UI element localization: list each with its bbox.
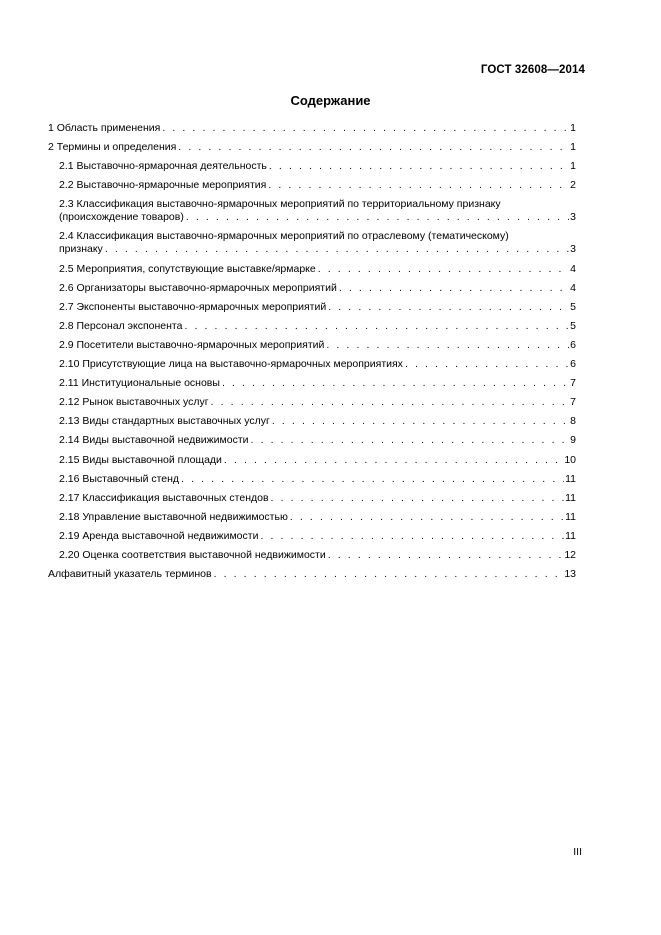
toc-entry-title: 2.20 Оценка соответствия выставочной недвижимости bbox=[59, 548, 326, 561]
toc-entry[interactable] bbox=[48, 511, 576, 524]
toc-entry-title: 2.1 Выставочно-ярмарочная деятельность bbox=[59, 160, 267, 173]
toc-dot-leader bbox=[269, 160, 569, 173]
toc-entry-title: 2.18 Управление выставочной недвижимостью bbox=[59, 510, 288, 523]
toc-entry[interactable] bbox=[48, 339, 576, 352]
toc-dot-leader bbox=[271, 492, 565, 505]
toc-entry-page: 11 bbox=[565, 529, 576, 542]
toc-dot-leader bbox=[328, 301, 569, 314]
toc-entry-title: 2.19 Аренда выставочной недвижимости bbox=[59, 529, 259, 542]
toc-entry-title: 2.9 Посетители выставочно-ярмарочных мероприятий bbox=[59, 338, 325, 351]
toc-entry-title: 2.12 Рынок выставочных услуг bbox=[59, 396, 209, 409]
toc-dot-leader bbox=[186, 211, 569, 224]
toc-dot-leader bbox=[178, 141, 569, 154]
toc-dot-leader bbox=[405, 358, 569, 371]
toc-entry-title: Алфавитный указатель терминов bbox=[48, 568, 212, 581]
toc-entry[interactable] bbox=[48, 301, 576, 314]
toc-dot-leader bbox=[214, 568, 564, 581]
toc-entry[interactable] bbox=[48, 473, 576, 486]
toc-dot-leader bbox=[318, 263, 569, 276]
toc-entry-page: 6 bbox=[570, 338, 576, 351]
toc-entry-page: 2 bbox=[570, 179, 576, 192]
toc-entry-page: 5 bbox=[570, 300, 576, 313]
toc-entry[interactable] bbox=[48, 454, 576, 467]
toc-dot-leader bbox=[222, 377, 569, 390]
toc-entry[interactable] bbox=[48, 198, 576, 224]
toc-entry-page: 1 bbox=[570, 122, 576, 134]
toc-dot-leader bbox=[339, 282, 569, 295]
toc-entry-title: 1 Область применения bbox=[48, 122, 161, 134]
toc-dot-leader bbox=[326, 339, 569, 352]
toc-entry-title: 2.2 Выставочно-ярмарочные мероприятия bbox=[59, 179, 267, 192]
toc-dot-leader bbox=[272, 415, 569, 428]
toc-entry-title-line1: 2.4 Классификация выставочно-ярмарочных мероприятий по отраслевому (тематическому) bbox=[59, 230, 509, 243]
toc-entry[interactable] bbox=[48, 160, 576, 173]
toc-dot-leader bbox=[268, 179, 569, 192]
toc-entry-page: 7 bbox=[570, 377, 576, 390]
toc-entry[interactable] bbox=[48, 230, 576, 256]
toc-dot-leader bbox=[224, 454, 563, 467]
toc-entry[interactable] bbox=[48, 492, 576, 505]
table-of-contents bbox=[48, 122, 576, 587]
toc-entry-title: 2.10 Присутствующие лица на выставочно-ярмарочных мероприятиях bbox=[59, 358, 403, 371]
toc-entry[interactable] bbox=[48, 179, 576, 192]
toc-title: Содержание bbox=[290, 93, 371, 108]
toc-entry[interactable] bbox=[48, 263, 576, 276]
toc-entry-page: 3 bbox=[570, 243, 576, 256]
toc-entry[interactable] bbox=[48, 282, 576, 295]
toc-entry-title: признаку bbox=[59, 243, 103, 256]
toc-entry-page: 13 bbox=[564, 568, 576, 581]
toc-entry-title: 2 Термины и определения bbox=[48, 141, 177, 154]
toc-entry-title: 2.7 Экспоненты выставочно-ярмарочных мероприятий bbox=[59, 300, 327, 313]
page-number: III bbox=[573, 846, 582, 858]
toc-entry[interactable] bbox=[48, 358, 576, 371]
toc-entry-title: 2.17 Классификация выставочных стендов bbox=[59, 491, 269, 504]
toc-entry-page: 11 bbox=[565, 472, 576, 485]
toc-dot-leader bbox=[328, 549, 564, 562]
toc-entry[interactable] bbox=[48, 568, 576, 581]
toc-dot-leader bbox=[211, 396, 570, 409]
toc-dot-leader bbox=[184, 320, 569, 333]
toc-dot-leader bbox=[290, 511, 564, 524]
toc-entry-page: 6 bbox=[570, 358, 576, 371]
toc-entry-page: 1 bbox=[570, 160, 576, 173]
toc-entry-page: 11 bbox=[565, 510, 576, 523]
toc-entry-title: 2.13 Виды стандартных выставочных услуг bbox=[59, 415, 270, 428]
toc-entry-page: 9 bbox=[570, 434, 576, 447]
toc-entry-title: 2.14 Виды выставочной недвижимости bbox=[59, 434, 249, 447]
toc-entry-title: 2.8 Персонал экспонента bbox=[59, 319, 183, 332]
toc-entry-page: 1 bbox=[570, 141, 576, 154]
toc-entry-title: (происхождение товаров) bbox=[59, 211, 184, 224]
toc-dot-leader bbox=[105, 243, 569, 256]
toc-entry-page: 3 bbox=[570, 211, 576, 224]
toc-dot-leader bbox=[162, 122, 569, 135]
toc-entry-page: 8 bbox=[570, 415, 576, 428]
toc-entry-title: 2.6 Организаторы выставочно-ярмарочных мероприятий bbox=[59, 281, 337, 294]
toc-entry[interactable] bbox=[48, 530, 576, 543]
document-code: ГОСТ 32608—2014 bbox=[480, 64, 585, 76]
toc-entry[interactable] bbox=[48, 320, 576, 333]
toc-entry[interactable] bbox=[48, 415, 576, 428]
toc-dot-leader bbox=[181, 473, 564, 486]
toc-entry[interactable] bbox=[48, 549, 576, 562]
toc-entry-page: 10 bbox=[564, 453, 576, 466]
toc-dot-leader bbox=[251, 434, 570, 447]
toc-entry-page: 12 bbox=[564, 548, 576, 561]
toc-entry-title: 2.11 Институциональные основы bbox=[59, 377, 220, 390]
toc-entry-title: 2.5 Мероприятия, сопутствующие выставке/ярмарке bbox=[59, 262, 316, 275]
toc-entry-page: 11 bbox=[565, 491, 576, 504]
toc-entry-page: 4 bbox=[570, 281, 576, 294]
toc-entry-title-line1: 2.3 Классификация выставочно-ярмарочных мероприятий по территориальному признаку bbox=[59, 198, 501, 211]
toc-entry[interactable] bbox=[48, 141, 576, 154]
toc-entry[interactable] bbox=[48, 396, 576, 409]
toc-entry-page: 4 bbox=[570, 262, 576, 275]
toc-entry[interactable] bbox=[48, 377, 576, 390]
toc-entry-page: 5 bbox=[570, 319, 576, 332]
toc-dot-leader bbox=[260, 530, 564, 543]
toc-entry-title: 2.16 Выставочный стенд bbox=[59, 472, 180, 485]
toc-entry[interactable] bbox=[48, 122, 576, 135]
toc-entry-title: 2.15 Виды выставочной площади bbox=[59, 453, 222, 466]
toc-entry[interactable] bbox=[48, 434, 576, 447]
toc-entry-page: 7 bbox=[570, 396, 576, 409]
